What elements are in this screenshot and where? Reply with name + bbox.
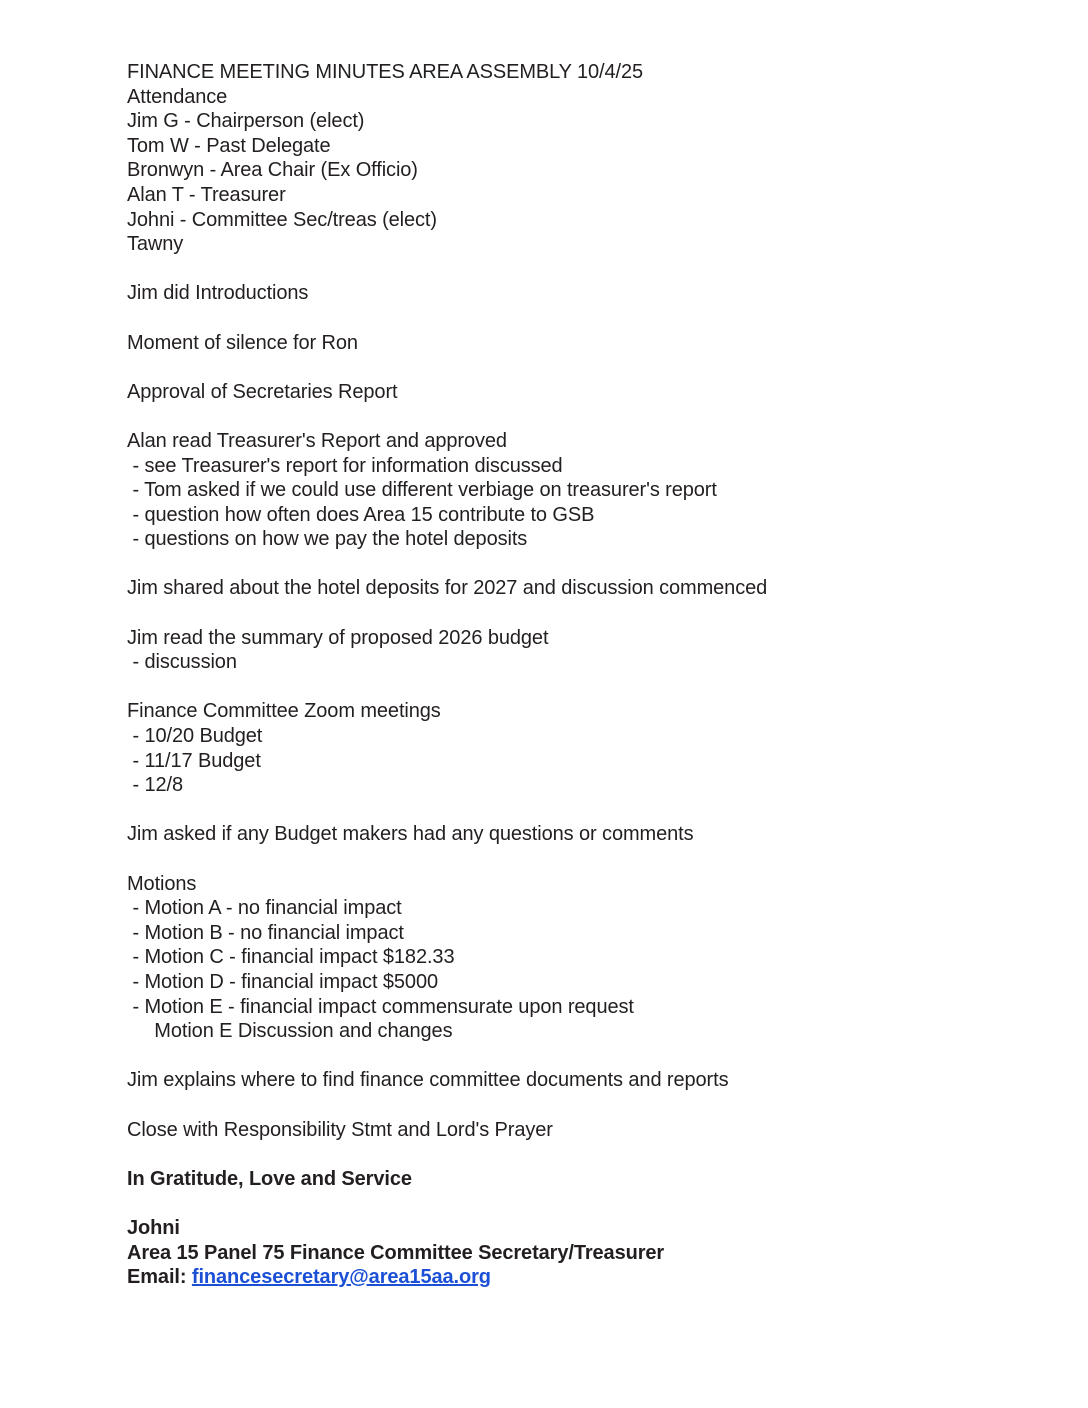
introductions-line: Jim did Introductions [127,282,309,305]
attendance-heading: Attendance [127,85,228,108]
blank-line [127,257,1007,282]
secretaries-report-approval-line: Approval of Secretaries Report [127,380,398,403]
treasurers-report-heading: Alan read Treasurer's Report and approved [127,429,507,452]
signoff-name: Johni [127,1216,180,1239]
attendee-line: Alan T - Treasurer [127,183,286,206]
blank-line [127,601,1007,626]
attendee-line: Jim G - Chairperson (elect) [127,110,365,133]
gratitude-line: In Gratitude, Love and Service [127,1167,412,1190]
motion-item: - Motion C - financial impact $182.33 [127,946,455,969]
attendee-line: Tawny [127,233,184,256]
document-title: FINANCE MEETING MINUTES AREA ASSEMBLY 10/4/25 [127,61,644,83]
signoff-role: Area 15 Panel 75 Finance Committee Secretary/Treasurer [127,1241,665,1264]
blank-line [127,1093,1007,1118]
motions-heading: Motions [127,872,197,895]
signoff-email-line [127,1265,1007,1290]
meeting-minutes-body [127,60,1007,1290]
motion-item: - Motion A - no financial impact [127,897,402,920]
zoom-meetings-heading: Finance Committee Zoom meetings [127,700,441,723]
blank-line [127,1142,1007,1167]
treasurers-report-item: - see Treasurer's report for information discussed [127,454,563,477]
blank-line [127,1044,1007,1069]
motion-item: - Motion E - financial impact commensurate upon request [127,995,634,1018]
budget-summary-heading: Jim read the summary of proposed 2026 budget [127,626,549,649]
attendee-line: Tom W - Past Delegate [127,134,331,157]
budget-summary-item: - discussion [127,651,237,674]
treasurers-report-item: - questions on how we pay the hotel deposits [127,528,528,551]
blank-line [127,675,1007,700]
blank-line [127,355,1007,380]
blank-line [127,552,1007,577]
zoom-meeting-item: - 10/20 Budget [127,725,263,748]
attendee-line: Bronwyn - Area Chair (Ex Officio) [127,159,418,182]
attendee-line: Johni - Committee Sec/treas (elect) [127,208,437,231]
moment-of-silence-line: Moment of silence for Ron [127,331,358,354]
email-label: Email: [127,1266,192,1289]
zoom-meeting-item: - 12/8 [127,774,183,797]
closing-line: Close with Responsibility Stmt and Lord's Prayer [127,1118,553,1141]
zoom-meeting-item: - 11/17 Budget [127,749,261,772]
motion-item: - Motion B - no financial impact [127,921,404,944]
blank-line [127,847,1007,872]
treasurers-report-item: - question how often does Area 15 contribute to GSB [127,503,595,526]
blank-line [127,404,1007,429]
documents-location-line: Jim explains where to find finance committee documents and reports [127,1069,729,1092]
motion-item: - Motion D - financial impact $5000 [127,970,438,993]
hotel-deposits-line: Jim shared about the hotel deposits for 2027 and discussion commenced [127,577,768,600]
email-address-link[interactable]: financesecretary@area15aa.org [191,1266,491,1289]
blank-line [127,798,1007,823]
blank-line [127,306,1007,331]
blank-line [127,1191,1007,1216]
treasurers-report-item: - Tom asked if we could use different verbiage on treasurer's report [127,479,717,502]
budget-makers-question-line: Jim asked if any Budget makers had any questions or comments [127,823,694,846]
motion-sub-item: Motion E Discussion and changes [127,1020,453,1043]
